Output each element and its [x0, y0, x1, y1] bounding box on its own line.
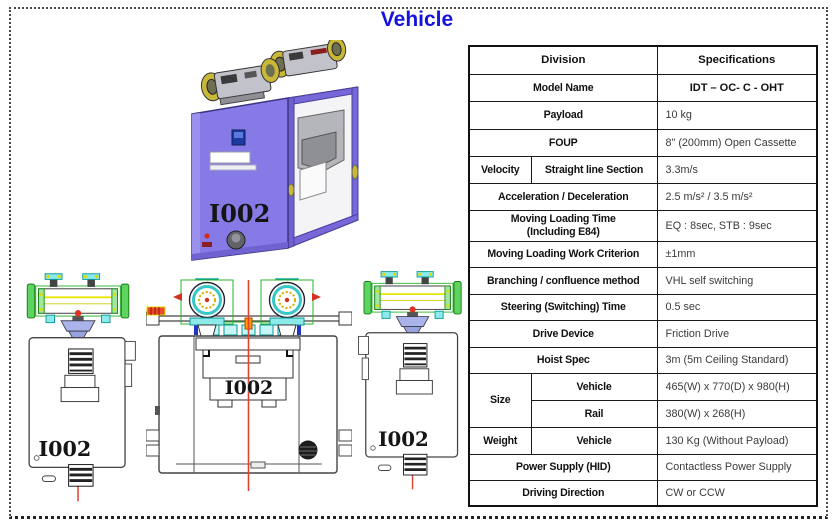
velocity-value: 3.3m/s [657, 156, 817, 183]
spec-table [468, 45, 818, 507]
table-row [469, 427, 817, 454]
table-row [469, 74, 817, 101]
payload-value: 10 kg [657, 101, 817, 129]
drive-device-value: Friction Drive [657, 320, 817, 347]
size-vehicle-label: Vehicle [531, 373, 657, 400]
moving-loading-time-line2: (Including E84) [526, 225, 600, 238]
steering-value: 0.5 sec [657, 294, 817, 320]
table-row [469, 347, 817, 373]
driving-direction-label: Driving Direction [469, 480, 657, 506]
division-header: Division [469, 46, 657, 74]
driving-direction-value: CW or CCW [657, 480, 817, 506]
size-rail-value: 380(W) x 268(H) [657, 400, 817, 427]
table-row [469, 454, 817, 480]
hoist-spec-value: 3m (5m Ceiling Standard) [657, 347, 817, 373]
work-criterion-label: Moving Loading Work Criterion [469, 241, 657, 267]
foup-value: 8" (200mm) Open Cassette [657, 129, 817, 156]
steering-label: Steering (Switching) Time [469, 294, 657, 320]
moving-loading-time-value: EQ : 8sec, STB : 9sec [657, 210, 817, 241]
branching-value: VHL self switching [657, 267, 817, 294]
vehicle-id-label: I002 [378, 427, 429, 452]
table-row [469, 480, 817, 506]
branching-label: Branching / confluence method [469, 267, 657, 294]
side-view-drawing-left [16, 270, 141, 505]
moving-loading-time-label [469, 210, 657, 241]
power-supply-label: Power Supply (HID) [469, 454, 657, 480]
table-row [469, 241, 817, 267]
weight-vehicle-label: Vehicle [531, 427, 657, 454]
size-group-label: Size [469, 373, 531, 427]
vehicle-3d-render [176, 40, 378, 268]
table-row [469, 46, 817, 74]
side-view-drawing-right [352, 268, 474, 493]
speaker-grille [299, 441, 318, 460]
velocity-group-label: Velocity [469, 156, 531, 183]
table-row [469, 320, 817, 347]
power-supply-value: Contactless Power Supply [657, 454, 817, 480]
indicator-dot [204, 233, 209, 238]
front-bogie-3d [199, 57, 283, 107]
table-row [469, 294, 817, 320]
table-row [469, 183, 817, 210]
model-name-value: IDT – OC- C - OHT [657, 74, 817, 101]
front-slot [210, 152, 250, 163]
size-rail-label: Rail [531, 400, 657, 427]
payload-label: Payload [469, 101, 657, 129]
model-name-label: Model Name [469, 74, 657, 101]
size-vehicle-value: 465(W) x 770(D) x 980(H) [657, 373, 817, 400]
rail-end-marker [147, 307, 165, 315]
page-title: Vehicle [380, 8, 454, 31]
hoist-spec-label: Hoist Spec [469, 347, 657, 373]
front-view-drawing [146, 278, 352, 518]
table-row [469, 101, 817, 129]
foup-label: FOUP [469, 129, 657, 156]
vehicle-id-label: I002 [38, 437, 92, 462]
velocity-sub-label: Straight line Section [531, 156, 657, 183]
table-row [469, 373, 817, 400]
specifications-header: Specifications [657, 46, 817, 74]
accel-label: Acceleration / Deceleration [469, 183, 657, 210]
work-criterion-value: ±1mm [657, 241, 817, 267]
moving-loading-time-line1: Moving Loading Time [510, 212, 616, 225]
table-row [469, 267, 817, 294]
drive-device-label: Drive Device [469, 320, 657, 347]
table-row [469, 210, 817, 241]
weight-value: 130 Kg (Without Payload) [657, 427, 817, 454]
vehicle-id-label: I002 [209, 199, 271, 228]
table-row [469, 129, 817, 156]
weight-group-label: Weight [469, 427, 531, 454]
table-row [469, 156, 817, 183]
accel-value: 2.5 m/s² / 3.5 m/s² [657, 183, 817, 210]
vehicle-id-label: I002 [224, 377, 274, 399]
